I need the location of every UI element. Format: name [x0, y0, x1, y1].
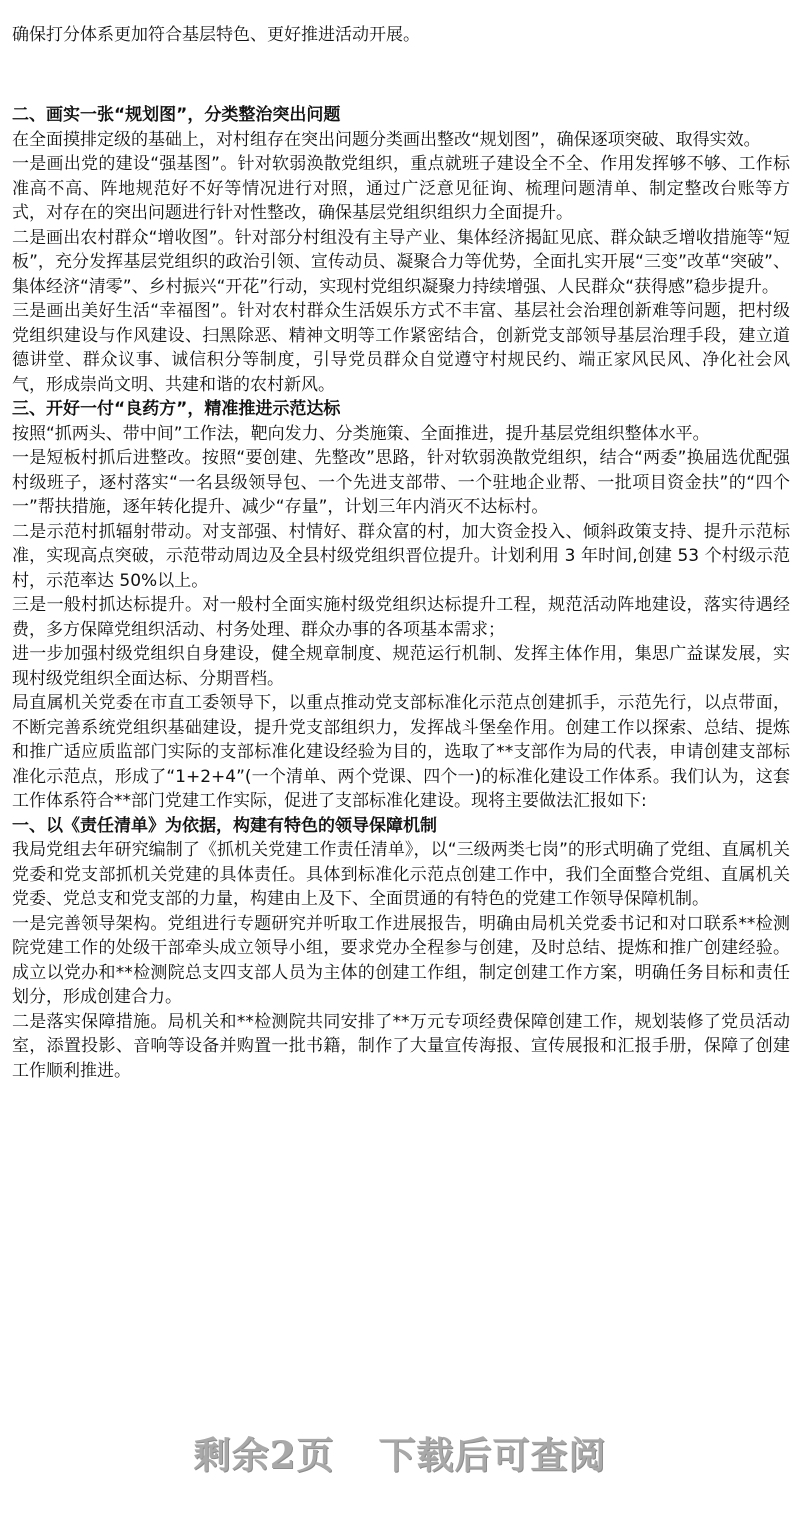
section-heading: 一、以《责任清单》为依据，构建有特色的领导保障机制	[12, 815, 437, 836]
paragraph: 一是短板村抓后进整改。按照“要创建、先整改”思路，针对软弱涣散党组织，结合“两委”换届选优配强村级班子，逐村落实“一名县级领导包、一个先进支部带、一个驻地企业帮、一批项目资金扶”的“四个一”帮扶措施，逐年转化提升、减少“存量”，计划三年内消灭不达标村。	[12, 448, 790, 517]
paragraph: 二是示范村抓辐射带动。对支部强、村情好、群众富的村，加大资金投入、倾斜政策支持、提升示范标准，实现高点突破，示范带动周边及全县村级党组织晋位提升。计划利用 3 年时间,创建 53 个村级示范村，示范率达 50%以上。	[12, 521, 790, 591]
paragraph: 确保打分体系更加符合基层特色、更好推进活动开展。	[12, 24, 420, 45]
document-body	[12, 0, 790, 1083]
paragraph-cut-top	[12, 0, 790, 23]
paragraph: 我局党组去年研究编制了《抓机关党建工作责任清单》，以“三级两类七岗”的形式明确了党组、直属机关党委和党支部抓机关党建的具体责任。具体到标准化示范点创建工作中，我们全面整合党组、直属机关党委、党总支和党支部的力量，构建由上及下、全面贯通的有特色的党建工作领导保障机制。	[12, 840, 790, 909]
paragraph: 进一步加强村级党组织自身建设，健全规章制度、规范运行机制、发挥主体作用，集思广益谋发展，实现村级党组织全面达标、分期晋档。	[12, 644, 790, 689]
paragraph: 局直属机关党委在市直工委领导下，以重点推动党支部标准化示范点创建抓手，示范先行，以点带面，不断完善系统党组织基础建设，提升党支部组织力，发挥战斗堡垒作用。创建工作以探索、总结、提炼和推广适应质监部门实际的支部标准化建设经验为目的，选取了**支部作为局的代表，申请创建支部标准化示范点，形成了“1+2+4”(一个清单、两个党课、四个一)的标准化建设工作体系。我们认为，这套工作体系符合**部门党建工作实际，促进了支部标准化建设。现将主要做法汇报如下:	[12, 693, 790, 811]
download-to-view-label[interactable]: 下载后可查阅	[378, 1433, 607, 1477]
spacer	[12, 47, 790, 103]
paragraph: 三是画出美好生活“幸福图”。针对农村群众生活娱乐方式不丰富、基层社会治理创新难等问题，把村级党组织建设与作风建设、扫黑除恶、精神文明等工作紧密结合，创新党支部领导基层治理手段，建立道德讲堂、群众议事、诚信积分等制度，引导党员群众自觉遵守村规民约、端正家风民风、净化社会风气，形成崇尚文明、共建和谐的农村新风。	[12, 301, 790, 395]
paragraph: 按照“抓两头、带中间”工作法，靶向发力、分类施策、全面推进，提升基层党组织整体水平。	[12, 423, 710, 444]
download-prompt[interactable]	[0, 1425, 800, 1479]
section-heading: 三、开好一付“良药方”，精准推进示范达标	[12, 399, 341, 419]
paragraph: 三是一般村抓达标提升。对一般村全面实施村级党组织达标提升工程，规范活动阵地建设，落实待遇经费，多方保障党组织活动、村务处理、群众办事的各项基本需求；	[12, 595, 790, 640]
paragraph: 一是完善领导架构。党组进行专题研究并听取工作进展报告，明确由局机关党委书记和对口联系**检测院党建工作的处级干部牵头成立领导小组，要求党办全程参与创建，及时总结、提炼和推广创建经验。成立以党办和**检测院总支四支部人员为主体的创建工作组，制定创建工作方案，明确任务目标和责任划分，形成创建合力。	[12, 913, 790, 1007]
paragraph: 在全面摸排定级的基础上，对村组存在突出问题分类画出整改“规划图”，确保逐项突破、取得实效。	[12, 129, 761, 150]
paragraph: 二是画出农村群众“增收图”。针对部分村组没有主导产业、集体经济揭缸见底、群众缺乏增收措施等“短板”，充分发挥基层党组织的政治引领、宣传动员、凝聚合力等优势，全面扎实开展“三变”改革“突破”、集体经济“清零”、乡村振兴“开花”行动，实现村党组织凝聚力持续增强、人民群众“获得感”稳步提升。	[12, 227, 790, 297]
paragraph: 一是画出党的建设“强基图”。针对软弱涣散党组织，重点就班子建设全不全、作用发挥够不够、工作标准高不高、阵地规范好不好等情况进行对照，通过广泛意见征询、梳理问题清单、制定整改台账等方式，对存在的突出问题进行针对性整改，确保基层党组织组织力全面提升。	[12, 154, 790, 223]
section-heading: 二、画实一张“规划图”，分类整治突出问题	[12, 105, 341, 125]
remaining-pages-label: 剩余2页	[193, 1433, 335, 1477]
paragraph: 二是落实保障措施。局机关和**检测院共同安排了**万元专项经费保障创建工作，规划装修了党员活动室，添置投影、音响等设备并购置一批书籍，制作了大量宣传海报、宣传展报和汇报手册，保障了创建工作顺利推进。	[12, 1011, 790, 1081]
